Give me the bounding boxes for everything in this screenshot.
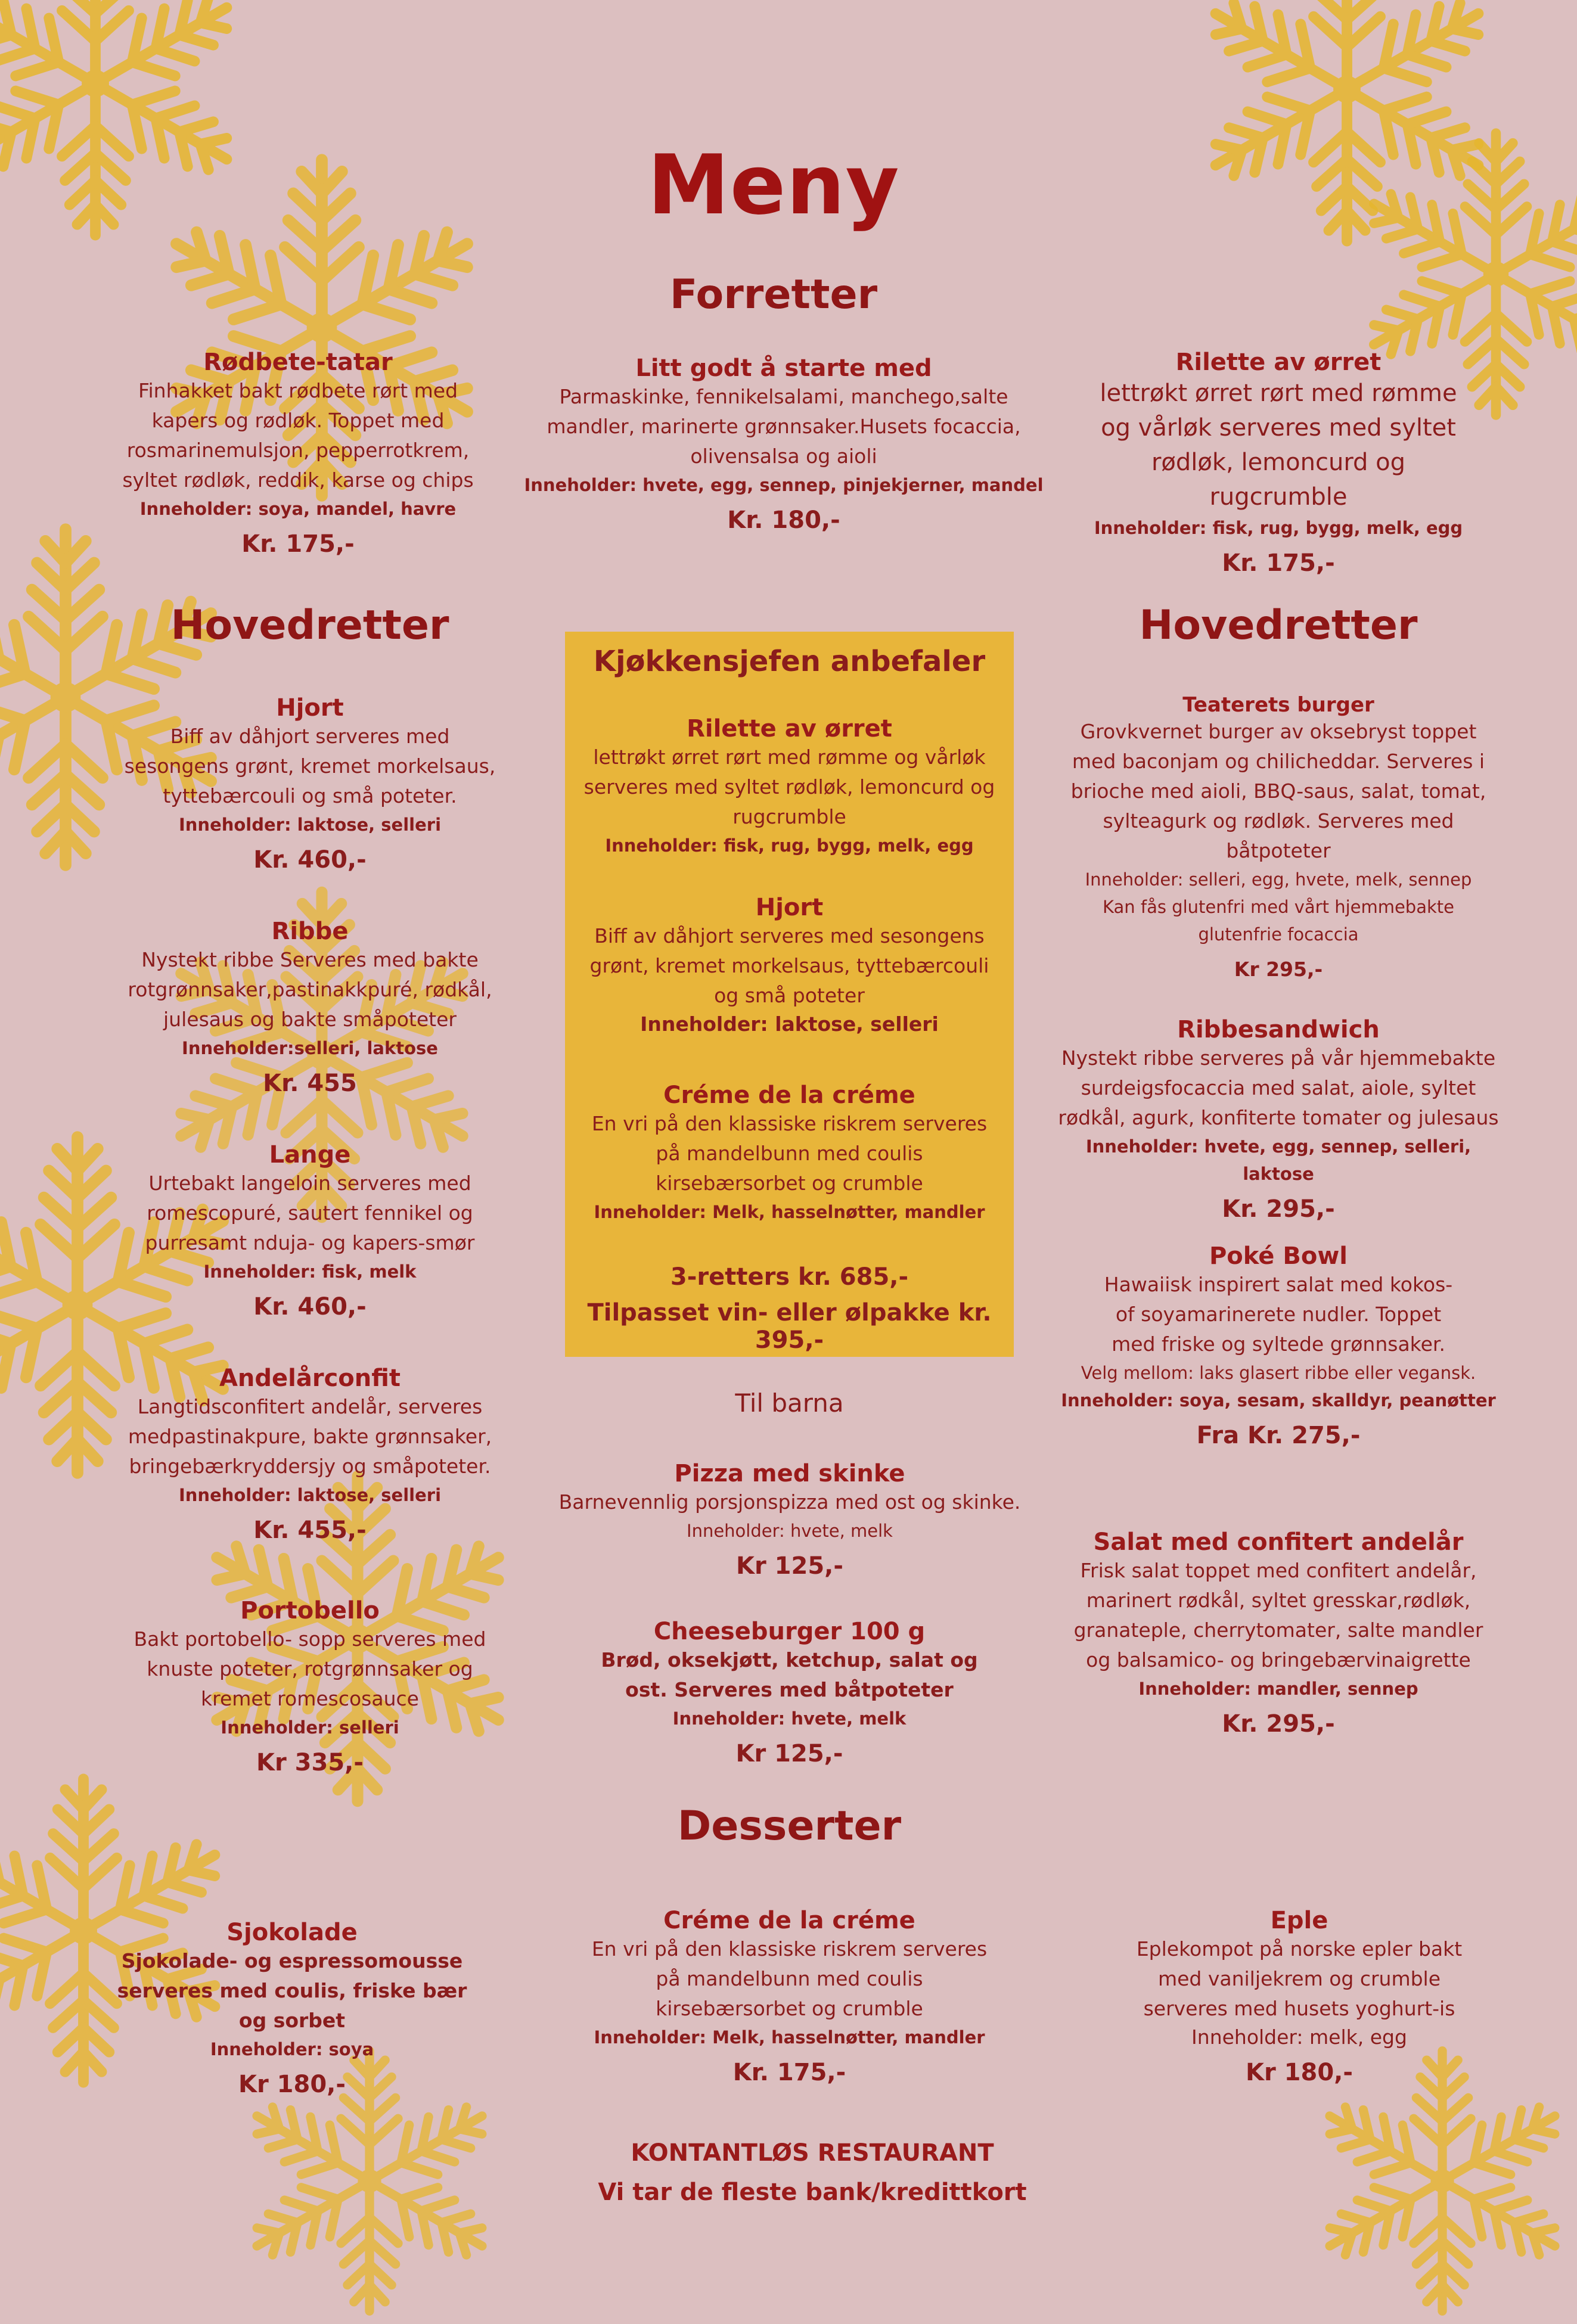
dish-price: Kr. 295,- [1222,1195,1335,1223]
dish-allergens: Inneholder:selleri, laktose [182,1038,438,1058]
chef-item-creme [583,1082,996,1226]
dish-name: Pizza med skinke [674,1460,905,1487]
dish-name: Eple [1270,1907,1328,1934]
dish-price: Kr. 455 [263,1070,357,1097]
dessert-item-creme [565,1907,1014,2090]
dish-allergens: Inneholder: fisk, rug, bygg, melk, egg [605,835,974,856]
section-heading-forretter: Forretter [669,271,878,318]
dish-name: Andelårconfit [219,1365,401,1392]
menu-item-litt-godt [513,355,1055,538]
dish-description: Sjokolade- og espressomousse serveres med coulis, friske bær og sorbet [117,1949,467,2032]
chef-heading: Kjøkkensjefen anbefaler [593,645,986,678]
dish-allergens: Inneholder: fisk, rug, bygg, melk, egg [1094,518,1463,538]
chef-item-hjort [583,894,996,1038]
chef-recommendation-box [565,632,1014,1357]
dish-name: Salat med confitert andelår [1093,1528,1464,1556]
dish-name: Ribbe [271,918,349,945]
dish-note: Velg mellom: laks glasert ribbe eller vegansk. [1081,1363,1476,1383]
dish-name: Créme de la créme [663,1082,915,1109]
menu-item-ribbesandwich [1055,1016,1502,1227]
dish-name: Cheeseburger 100 g [653,1618,926,1645]
dish-note: Kan fås glutenfri med vårt hjemmebakte glutenfrie focaccia [1103,897,1454,944]
dish-name: Litt godt å starte med [635,355,932,382]
dish-allergens: Inneholder: selleri [221,1717,399,1738]
footer-cards: Vi tar de fleste bank/kredittkort [598,2179,1027,2206]
dish-price: Kr 295,- [1234,958,1323,981]
dish-description: Urtebakt langeloin serveres med romescopuré, sautert fennikel og purresamt nduja- og kapers-smør [145,1172,475,1254]
dish-description: Grovkvernet burger av oksebryst toppet med baconjam og chilicheddar. Serveres i brioche med aioli, BBQ-saus, salat, tomat, sylteagurk og rødløk. Serveres med båtpoteter [1070,720,1486,862]
chef-item-rilette [583,715,996,859]
dish-name: Créme de la créme [663,1907,915,1934]
dish-description: En vri på den klassiske riskrem serveres på mandelbunn med coulis kirsebærsorbet og crumble [591,1112,988,1195]
dish-description: Biff av dåhjort serveres med sesongens grønt, kremet morkelsaus, tyttebærcouli og små poteter [589,924,989,1007]
dish-allergens: Inneholder: fisk, melk [203,1262,417,1282]
section-heading-hovedretter-left: Hovedretter [170,602,449,649]
dish-allergens: Inneholder: mandler, sennep [1138,1679,1418,1699]
dish-price: Kr. 460,- [253,1293,367,1321]
dish-allergens: Inneholder: hvete, melk [672,1708,907,1729]
kids-item-cheeseburger [565,1618,1014,1772]
menu-item-portobello [119,1597,501,1781]
dish-price: Fra Kr. 275,- [1196,1422,1361,1449]
dish-name: Rødbete-tatar [203,349,393,376]
dish-allergens: Inneholder: soya [210,2039,374,2059]
menu-item-rilette [1091,349,1466,581]
dish-name: Hjort [276,694,344,722]
section-heading-til-barna: Til barna [735,1388,844,1418]
chef-menu-price: 3-retters kr. 685,- [670,1263,909,1291]
section-heading-hovedretter-right: Hovedretter [1139,602,1418,649]
dish-name: Lange [269,1141,351,1169]
page-title: Meny [647,137,900,233]
dish-description: lettrøkt ørret rørt med rømme og vårløk serveres med syltet rødløk, lemoncurd og rugcrumble [1100,380,1457,511]
dish-allergens: Inneholder: Melk, hasselnøtter, mandler [594,2027,985,2048]
menu-item-lange [119,1141,501,1325]
dish-description: Hawaiisk inspirert salat med kokos- of soyamarinerete nudler. Toppet med friske og syltede grønnsaker. [1104,1273,1453,1356]
dish-allergens: Inneholder: selleri, egg, hvete, melk, sennep [1085,869,1472,890]
dish-allergens: Inneholder: laktose, selleri [178,1485,442,1505]
dish-description: Biff av dåhjort serveres med sesongens grønt, kremet morkelsaus, tyttebærcouli og små poteter. [124,725,496,807]
dish-name: Teaterets burger [1182,693,1374,717]
dish-description: Nystekt ribbe Serveres med bakte rotgrønnsaker,pastinakkpuré, rødkål, julesaus og bakte småpoteter [128,948,492,1031]
menu-item-poke-bowl [1061,1242,1496,1453]
dish-price: Kr 335,- [256,1749,364,1776]
dessert-item-eple [1132,1907,1466,2090]
dish-price: Kr 125,- [736,1552,843,1580]
dish-description: Barnevennlig porsjonspizza med ost og skinke. [558,1490,1021,1514]
dish-name: Rilette av ørret [687,715,892,742]
dish-price: Kr 125,- [735,1740,843,1767]
dish-name: Sjokolade [226,1919,358,1946]
dish-name: Rilette av ørret [1175,349,1382,376]
dish-price: Kr 180,- [238,2071,346,2098]
dish-name: Poké Bowl [1209,1242,1348,1270]
dish-price: Kr. 175,- [241,530,355,558]
dish-description: En vri på den klassiske riskrem serveres på mandelbunn med coulis kirsebærsorbet og crumble [591,1937,988,2020]
dish-description: Nystekt ribbe serveres på vår hjemmebakte surdeigsfocaccia med salat, aiole, syltet rødkål, agurk, konfiterte tomater og julesaus [1058,1046,1499,1129]
dish-description: Eplekompot på norske epler bakt med vaniljekrem og crumble serveres med husets yoghurt-is [1136,1937,1463,2020]
dish-price: Kr. 460,- [253,846,367,874]
dish-description: Frisk salat toppet med confitert andelår, marinert rødkål, syltet gresskar,rødløk, granateple, cherrytomater, salte mandler og balsamico- og bringebærvinaigrette [1073,1559,1483,1671]
menu-item-ribbe [119,918,501,1101]
dish-name: Portobello [240,1597,380,1624]
dish-name: Ribbesandwich [1177,1016,1380,1043]
dish-description: Brød, oksekjøtt, ketchup, salat og ost. Serveres med båtpoteter [601,1648,978,1701]
dish-allergens: Inneholder: melk, egg [1191,2025,1407,2049]
dessert-item-sjokolade [107,1919,477,2102]
dish-allergens: Inneholder: laktose, selleri [178,815,442,835]
menu-item-hjort [119,694,501,878]
dish-allergens: Inneholder: hvete, melk [687,1521,893,1541]
dish-description: Langtidsconfitert andelår, serveres medpastinakpure, bakte grønnsaker, bringebærkryddersjy og småpoteter. [128,1395,492,1478]
dish-price: Kr 180,- [1246,2059,1353,2086]
section-heading-desserter: Desserter [677,1803,902,1850]
dish-allergens: Inneholder: laktose, selleri [640,1012,939,1036]
dish-description: Parmaskinke, fennikelsalami, manchego,salte mandler, marinerte grønnsaker.Husets focaccia, olivensalsa og aioli [547,385,1021,468]
kids-item-pizza [536,1460,1043,1584]
dish-price: Kr. 455,- [253,1517,367,1544]
dish-allergens: Inneholder: hvete, egg, sennep, pinjekjerner, mandel [524,475,1044,495]
dish-allergens: Inneholder: hvete, egg, sennep, selleri, laktose [1085,1136,1472,1184]
dish-price: Kr. 295,- [1222,1710,1335,1738]
footer-cashless: KONTANTLØS RESTAURANT [631,2139,994,2167]
chef-wine-package: Tilpasset vin- eller ølpakke kr. 395,- [587,1299,992,1354]
dish-description: lettrøkt ørret rørt med rømme og vårløk serveres med syltet rødløk, lemoncurd og rugcrumble [583,745,995,828]
dish-allergens: Inneholder: Melk, hasselnøtter, mandler [594,1202,985,1222]
dish-allergens: Inneholder: soya, mandel, havre [139,499,457,519]
dish-description: Bakt portobello- sopp serveres med knuste poteter, rotgrønnsaker og kremet romescosauce [134,1627,486,1710]
dish-allergens: Inneholder: soya, sesam, skalldyr, peanøtter [1061,1390,1496,1410]
dish-description: Finhakket bakt rødbete rørt med kapers og rødløk. Toppet med rosmarinemulsjon, pepperrotkrem, syltet rødløk, reddik, karse og chips [122,379,474,492]
dish-price: Kr. 180,- [727,507,840,534]
dish-price: Kr. 175,- [1222,549,1335,577]
menu-item-andelarconfit [119,1365,501,1548]
menu-item-salat-andelar [1061,1528,1496,1742]
dish-name: Hjort [755,894,824,921]
menu-item-rodbete-tatar [107,349,489,562]
dish-price: Kr. 175,- [732,2059,846,2086]
menu-item-teaterets-burger [1061,693,1496,987]
